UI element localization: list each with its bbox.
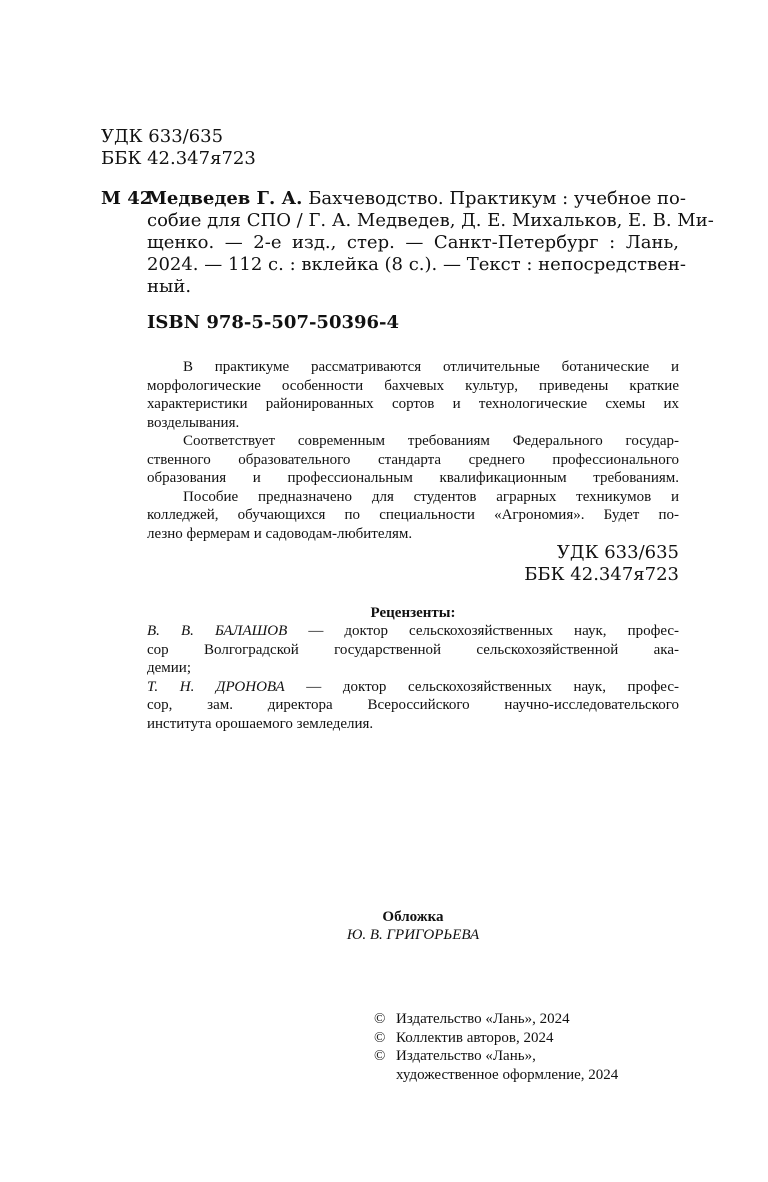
reviewer-line: В. В. БАЛАШОВ — доктор сельскохозяйственных наук, профес- [147, 623, 680, 639]
biblio-line: ный. [147, 276, 192, 297]
annotation-line: В практикуме рассматриваются отличительные ботанические и [183, 359, 679, 375]
bbk-code: ББК 42.347я723 [524, 564, 679, 585]
udk-bbk-right [524, 542, 679, 586]
reviewers-heading: Рецензенты: [370, 605, 456, 621]
annotation-line: Пособие предназначено для студентов аграрных техникумов и [183, 488, 679, 505]
copyright-line: художественное оформление, 2024 [396, 1066, 619, 1083]
bbk-code: ББК 42.347я723 [101, 148, 256, 169]
copyright-icon: © [374, 1029, 386, 1046]
annotation-line: Соответствует современным требованиям Федерального государ- [183, 433, 679, 449]
annotation-line: характеристики районированных сортов и технологические схемы их [147, 396, 679, 412]
udk-code: УДК 633/635 [101, 126, 224, 147]
copyright-icon: © [374, 1048, 386, 1064]
annotation [147, 358, 679, 543]
biblio-line: Медведев Г. А. Бахчеводство. Практикум : учебное по- [147, 188, 686, 209]
cover-designer: Ю. В. ГРИГОРЬЕВА [346, 927, 480, 943]
reviewer-line: сор, зам. директора Всероссийского научно-исследовательского [147, 697, 679, 713]
annotation-line: ственного образовательного стандарта среднего профессионального [147, 451, 679, 468]
udk-code: УДК 633/635 [556, 542, 679, 563]
biblio-line: щенко. — 2-е изд., стер. — Санкт-Петербург : Лань, [147, 232, 679, 253]
reviewer-line: Т. Н. ДРОНОВА — доктор сельскохозяйственных наук, профес- [147, 678, 679, 695]
author-name: Медведев Г. А. [147, 188, 303, 209]
cover-heading: Обложка [382, 909, 444, 925]
copyright-icon: © [374, 1011, 386, 1027]
copyright-line: © Издательство «Лань», 2024 [374, 1011, 570, 1027]
reviewer-line: института орошаемого земледелия. [147, 715, 374, 732]
copyright-line: © Издательство «Лань», [374, 1048, 536, 1064]
udk-bbk-top [101, 126, 256, 170]
reviewer-line: сор Волгоградской государственной сельскохозяйственной ака- [147, 641, 679, 658]
reviewer-name: В. В. БАЛАШОВ [147, 623, 288, 639]
annotation-line: образования и профессиональным квалификационным требованиям. [147, 470, 679, 486]
copyright-block [374, 1010, 679, 1084]
biblio-line: собие для СПО / Г. А. Медведев, Д. Е. Михальков, Е. В. Ми- [147, 210, 714, 231]
annotation-line: лезно фермерам и садоводам-любителям. [147, 525, 413, 542]
author-mark: М 42 [101, 188, 153, 209]
bibliographic-record [147, 188, 714, 298]
annotation-line: возделывания. [147, 414, 240, 431]
reviewer-name: Т. Н. ДРОНОВА [147, 678, 285, 695]
reviewers-list [147, 622, 679, 733]
biblio-line: 2024. — 112 с. : вклейка (8 с.). — Текст : непосредствен- [147, 254, 686, 275]
isbn: ISBN 978-5-507-50396-4 [147, 312, 400, 333]
annotation-line: колледжей, обучающихся по специальности «Агрономия». Будет по- [147, 507, 679, 523]
annotation-line: морфологические особенности бахчевых культур, приведены краткие [147, 377, 679, 394]
copyright-line: © Коллектив авторов, 2024 [374, 1029, 554, 1046]
reviewer-line: демии; [147, 660, 192, 676]
